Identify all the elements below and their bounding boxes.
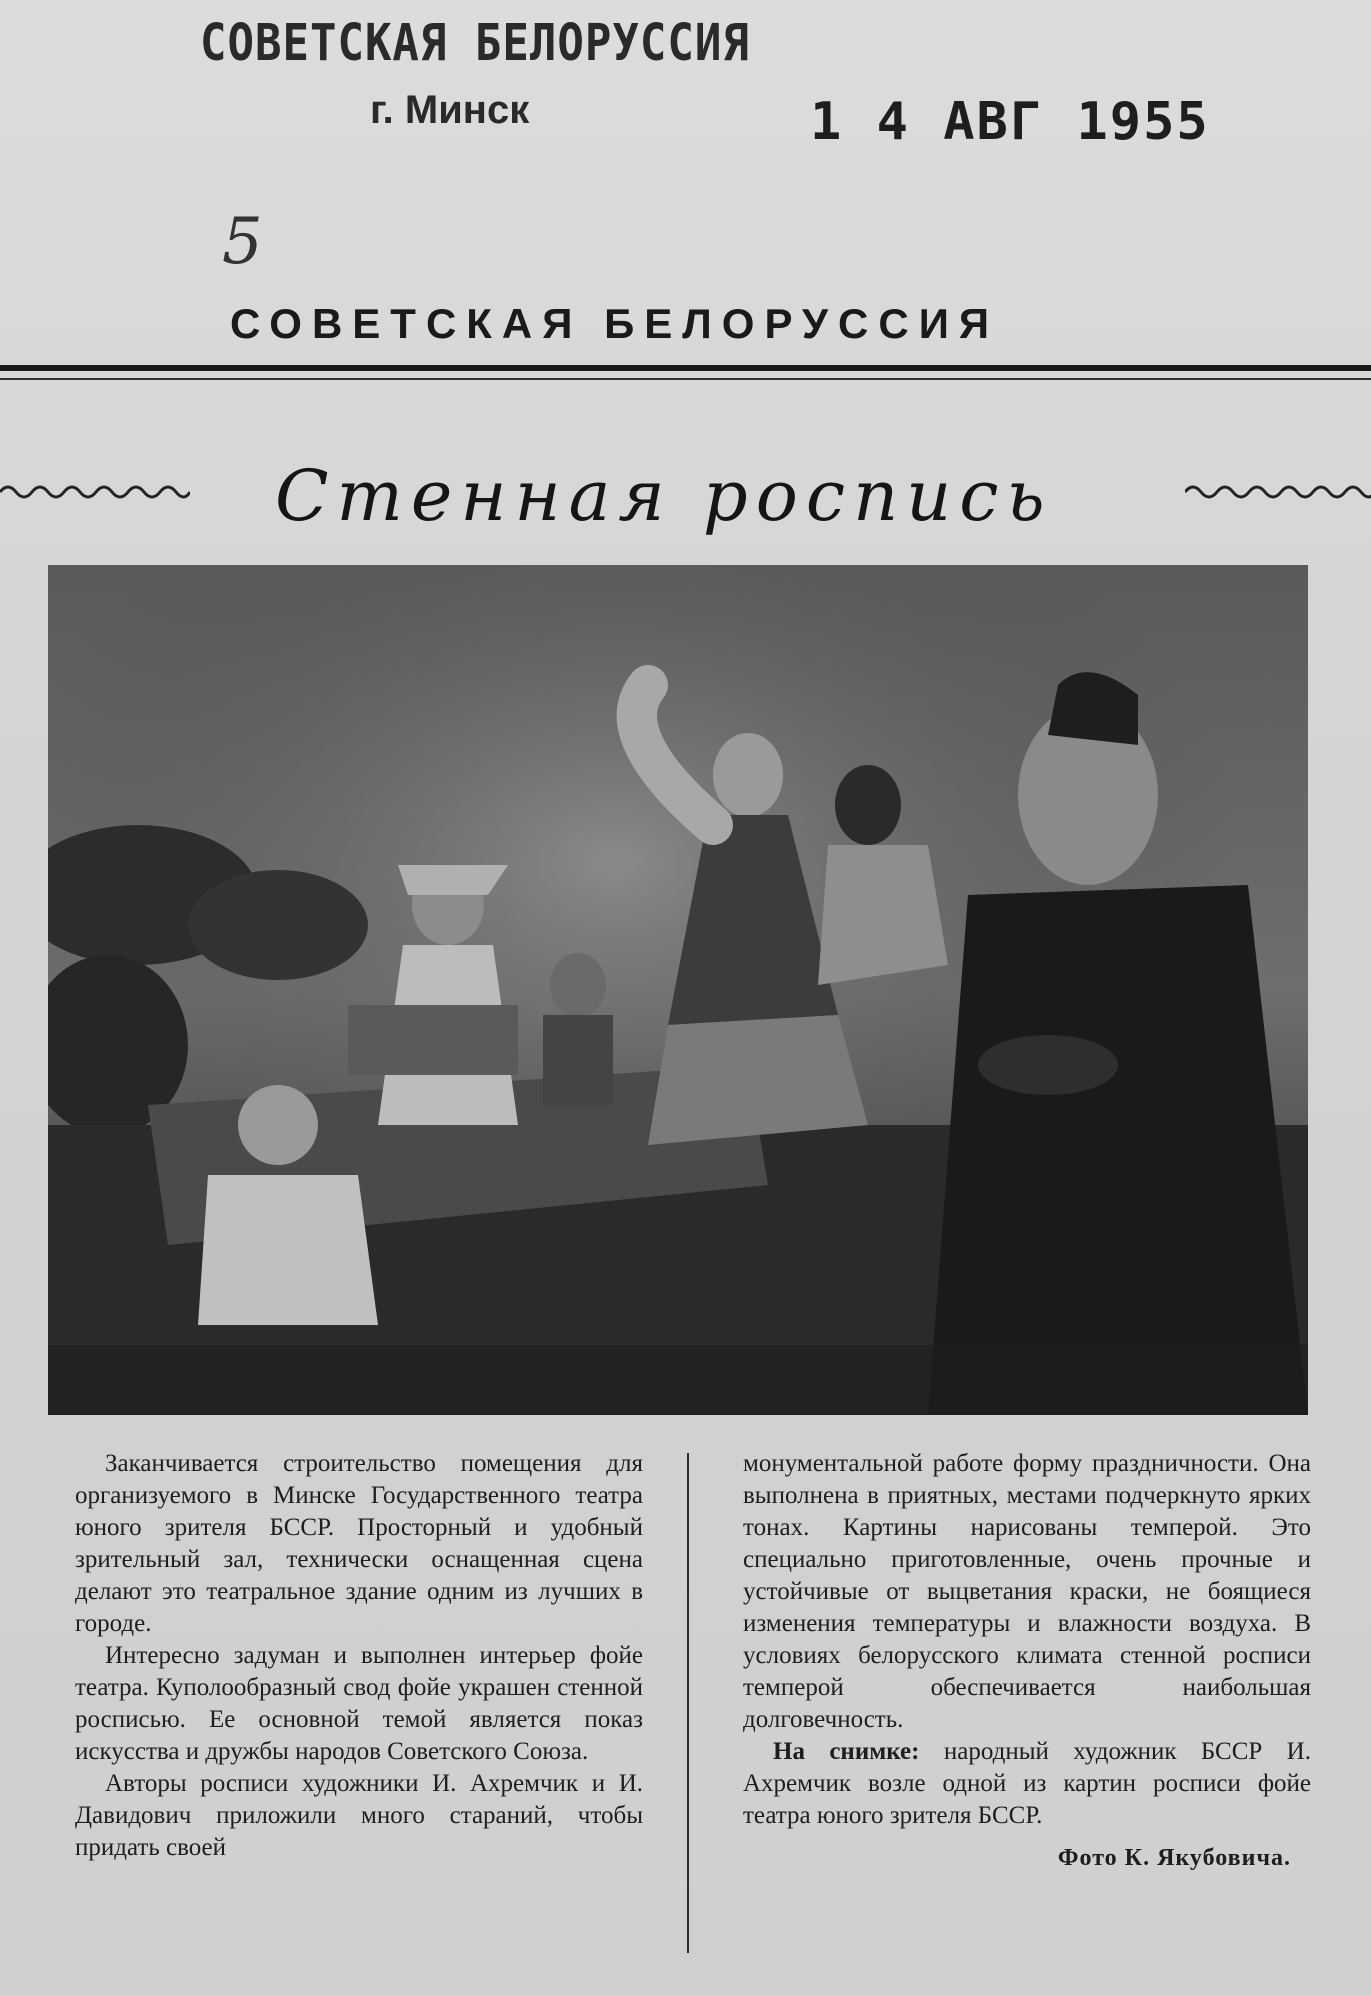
masthead-rule-thin <box>0 378 1371 380</box>
article-paragraph: Интересно задуман и выполнен интерьер фойе театра. Куполообразный свод фойе украшен стенной росписью. Ее основной темой является показ искусства и дружбы народов Советского Союза. <box>75 1642 643 1765</box>
masthead-rule <box>0 365 1371 371</box>
handwritten-page-number: 5 <box>222 205 263 279</box>
column-divider <box>687 1453 689 1953</box>
photo-caption-text: народный художник БССР И. Ахремчик возле одной из картин росписи фойе театра юного зрителя БССР. <box>743 1738 1311 1829</box>
photo-credit: Фото К. Якубовича. <box>1057 1845 1291 1871</box>
article-paragraph: Заканчивается строительство помещения для организуемого в Минске Государственного театра юного зрителя БССР. Просторный и удобный зрительный зал, технически оснащенная сцена делают это театральное здание одним из лучших в городе. <box>75 1450 643 1637</box>
article-title: Стенная роспись <box>275 455 1053 537</box>
archive-stamp-date: 1 4 АВГ 1955 <box>810 92 1210 152</box>
archive-stamp-newspaper: СОВЕТСКАЯ БЕЛОРУССИЯ <box>200 14 750 73</box>
article-paragraph-continuation: монументальной работе форму праздничности. Она выполнена в приятных, местами подчеркнуто ярких тонах. Картины нарисованы темперой. Это специально приготовленные, очень прочные и устойчивые от выцветания краски, не боящиеся изменения температуры и влажности воздуха. В условиях белорусского климата стенной росписи темперой обеспечивается наибольшая долговечность. <box>743 1450 1311 1733</box>
article-column-left <box>75 1448 643 1864</box>
photo-caption-label: На снимке: <box>773 1738 920 1765</box>
photo-caption <box>743 1736 1311 1832</box>
article-paragraph: Авторы росписи художники И. Ахремчик и И. Давидович приложили много стараний, чтобы придать своей <box>75 1770 643 1861</box>
title-ornament-right <box>1185 480 1371 504</box>
article-photo <box>48 565 1308 1415</box>
archive-stamp-city: г. Минск <box>370 88 530 132</box>
article-column-right <box>743 1448 1311 1874</box>
title-ornament-left <box>0 480 190 504</box>
article-body <box>75 1448 1345 1968</box>
newspaper-masthead: СОВЕТСКАЯ БЕЛОРУССИЯ <box>230 300 1000 347</box>
mural-photo-illustration <box>48 565 1308 1415</box>
